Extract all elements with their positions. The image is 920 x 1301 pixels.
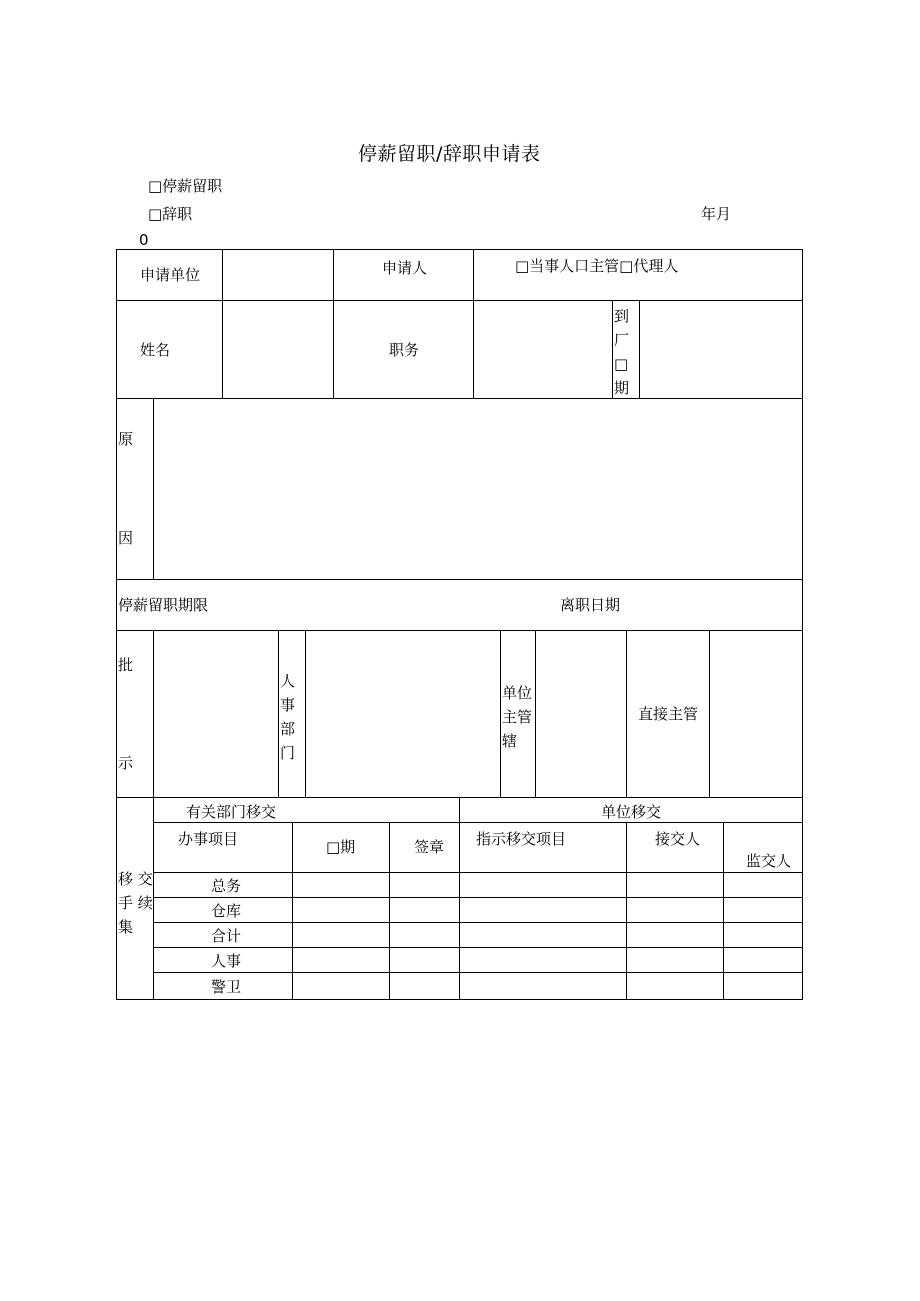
handover-side-label (118, 867, 154, 939)
approval-char-1: 批 (118, 656, 134, 674)
row-divider (153, 897, 803, 898)
page-title: 停薪留职/辞职申请表 (358, 143, 541, 165)
col-divider (292, 822, 293, 1000)
unit-label: 申请单位 (140, 266, 201, 284)
row-divider (153, 922, 803, 923)
col-divider (639, 300, 640, 398)
col-divider (278, 630, 279, 797)
reason-char-1: 原 (118, 430, 134, 448)
col-divider (626, 630, 627, 797)
hr-char: 事 (280, 696, 296, 714)
row-divider (116, 630, 803, 631)
arrival-date-label (614, 304, 632, 400)
col-divider (333, 249, 334, 398)
row-divider (153, 947, 803, 948)
handover-side-line: 手 续 (118, 894, 153, 912)
col-divider (723, 822, 724, 1000)
period-label: 停薪留职期限 (118, 596, 209, 614)
table-row: 仓库 (211, 902, 242, 920)
col-divider (153, 630, 154, 797)
table-row: 人事 (211, 952, 242, 970)
col-divider (222, 249, 223, 398)
row-divider (116, 398, 803, 399)
arrival-char: 厂 (614, 331, 630, 349)
col-divider (473, 249, 474, 398)
handover-side-line: 移 交 (118, 870, 153, 888)
leave-date-label: 离职日期 (560, 596, 621, 614)
hr-char: 部 (280, 720, 296, 738)
col-divider (389, 822, 390, 1000)
approval-char-2: 示 (118, 754, 134, 772)
table-row: 警卫 (211, 978, 242, 996)
row-divider (153, 972, 803, 973)
col-divider (709, 630, 710, 797)
applicant-label: 申请人 (382, 259, 428, 277)
name-label: 姓名 (140, 341, 171, 359)
row-divider (153, 822, 803, 823)
col-supervisor-header: 监交人 (746, 852, 792, 870)
stray-zero: 0 (139, 231, 149, 249)
resign-option: □辞职 (148, 205, 193, 223)
col-divider (500, 630, 501, 797)
applicant-options: □当事人口主管□代理人 (515, 257, 679, 275)
unit-supervisor-line: 辖 (502, 732, 518, 750)
arrival-char: □ (614, 355, 629, 373)
col-divider (153, 398, 154, 579)
leave-option: □停薪留职 (148, 177, 223, 195)
reason-char-2: 因 (118, 529, 134, 547)
col-divider (612, 300, 613, 398)
row-divider (116, 300, 803, 301)
table-row: 总务 (211, 877, 242, 895)
hr-char: 人 (280, 672, 296, 690)
col-sign-header: 签章 (414, 838, 445, 856)
hr-dept-label (280, 669, 298, 765)
hr-char: 门 (280, 744, 296, 762)
arrival-char: 到 (614, 307, 630, 325)
col-divider (626, 822, 627, 1000)
handover-side-line: 集 (118, 918, 134, 936)
col-divider (305, 630, 306, 797)
unit-handover-heading: 单位移交 (601, 803, 662, 821)
dept-handover-heading: 有关部门移交 (186, 803, 277, 821)
unit-supervisor-label (502, 681, 536, 753)
col-instruct-header: 指示移交项目 (476, 830, 567, 848)
row-divider (153, 872, 803, 873)
direct-supervisor-label: 直接主管 (638, 705, 699, 723)
col-item-header: 办事项目 (178, 830, 239, 848)
date-label: 年月 (701, 205, 732, 223)
position-label: 职务 (389, 341, 420, 359)
unit-supervisor-line: 单位 (502, 684, 533, 702)
col-receiver-header: 接交人 (655, 830, 701, 848)
col-date-header: □期 (326, 838, 356, 856)
row-divider (116, 579, 803, 580)
arrival-char: 期 (614, 379, 630, 397)
table-row: 合计 (211, 927, 242, 945)
unit-supervisor-line: 主管 (502, 708, 533, 726)
col-divider (459, 797, 460, 1000)
